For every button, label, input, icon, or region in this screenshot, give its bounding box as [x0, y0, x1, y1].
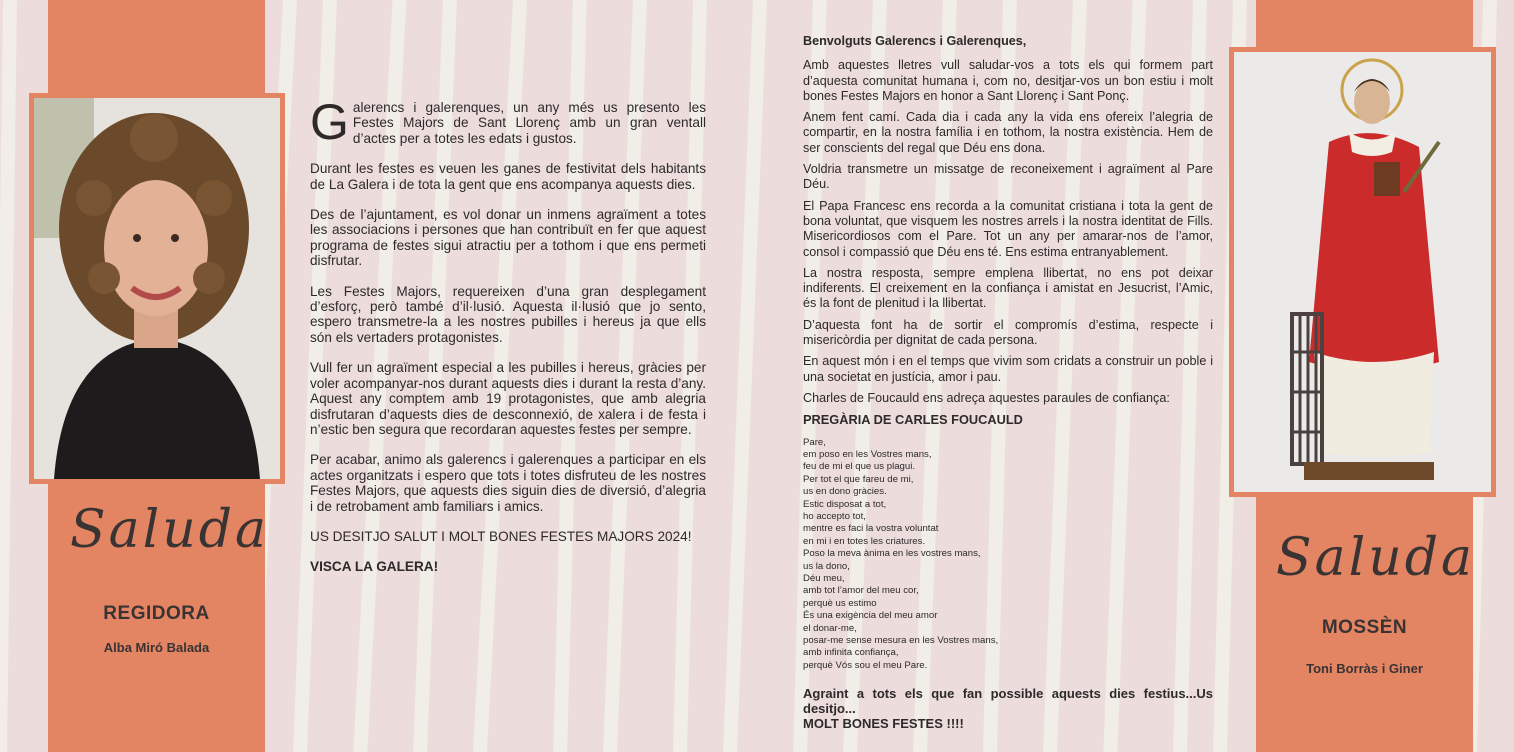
- role-title-left: REGIDORA: [103, 603, 210, 624]
- letter1-p8: VISCA LA GALERA!: [310, 559, 439, 575]
- letter2-closing1: Agraint a tots els que fan possible aquests dies festius...Us desitjo...: [803, 686, 1213, 717]
- letter2-p6: D’aquesta font ha de sortir el compromís d’estima, respecte i misericòrdia per dignitat de cada persona.: [803, 317, 1213, 348]
- prayer-line: en mi i en totes les criatures.: [803, 535, 926, 547]
- regidora-letter: [310, 94, 706, 590]
- saluda-script-title-right: Saluda: [1276, 528, 1476, 588]
- author-name-right: Toni Borràs i Giner: [1306, 661, 1423, 676]
- prayer-line: perquè Vós sou el meu Pare.: [803, 659, 928, 671]
- prayer-line: Poso la meva ànima en les vostres mans,: [803, 548, 981, 560]
- prayer-line: Per tot el que fareu de mi,: [803, 473, 914, 485]
- prayer-line: És una exigència del meu amor: [803, 610, 938, 622]
- prayer-line: posar-me sense mesura en les Vostres mans,: [803, 635, 999, 647]
- saluda-script-title-left: Saluda: [70, 500, 270, 560]
- prayer-line: Estic disposat a tot,: [803, 498, 887, 510]
- letter1-p6: Per acabar, animo als galerencs i galerenques a participar en els actes organitzats i espero que tots i totes disfruteu de les nostres Festes Majors, que aquests dies siguin dies de diversió, d’alegria i de retrobament amb familiars i amics.: [310, 452, 706, 514]
- prayer-line: em poso en les Vostres mans,: [803, 448, 932, 460]
- prayer-line: Déu meu,: [803, 573, 845, 584]
- role-title-right: MOSSÈN: [1321, 617, 1408, 638]
- letter1-paragraph: [310, 94, 706, 150]
- prayer-line: feu de mi el que us plagui.: [803, 461, 916, 473]
- letter1-p7: US DESITJO SALUT I MOLT BONES FESTES MAJORS 2024!: [310, 528, 692, 544]
- letter1-p4: Les Festes Majors, requereixen d’una gran desplegament d’esforç, però també d’il·lusió. Aquesta il·lusió que jo sento, espero transmetre-la a les nostres pubilles i hereus ja que ells són els vertaders protagonistes.: [310, 283, 706, 345]
- letter1-p1: alerencs i galerenques, un any més us presento les Festes Majors de Sant Llorenç amb un gran ventall d’actes per a totes les edats i gustos.: [352, 100, 706, 146]
- prayer-line: mentre es faci la vostra voluntat: [803, 523, 939, 535]
- letter1-p2: Durant les festes es veuen les ganes de festivitat dels habitants de La Galera i de tota la gent que ens acompanya aquests dies.: [310, 161, 706, 192]
- letter2-closing2: MOLT BONES FESTES !!!!: [803, 716, 964, 732]
- prayer-line: us la dono,: [803, 560, 850, 572]
- prayer-line: el donar-me,: [803, 622, 857, 634]
- letter2-p3: Voldria transmetre un missatge de reconeixement i agraïment al Pare Déu.: [803, 162, 1213, 192]
- prayer-line: amb infinita confiança,: [803, 647, 899, 659]
- prayer-text: [803, 437, 1213, 673]
- drop-cap: G: [310, 94, 349, 150]
- letter2-p4: El Papa Francesc ens recorda a la comunitat cristiana i tota la gent de bona voluntat, que visquem les nostres arrels i la nostra identitat de Fills. Misericordiosos com el Pare. Tot un any per amarar-nos de l’amor, consol i compassió que Déu ens té. Ens estima entranyablement.: [803, 198, 1213, 259]
- letter2-greeting: Benvolguts Galerencs i Galerenques,: [803, 34, 1027, 48]
- letter2-p5: La nostra resposta, sempre emplena llibertat, no ens pot deixar indiferents. El creixement en la confiança i amistat en Jesucrist, l’Amic, és la font de plenitud i la llibertat.: [803, 265, 1213, 311]
- letter1-p5: Vull fer un agraïment especial a les pubilles i hereus, gràcies per voler acompanyar-nos durant aquests dies i durant la resta d’any. Aquest any comptem amb 19 protagonistes, que amb alegria disfrutaran d’aquests dies de desconnexió, de xalera i de festa i n’estic ben segura que recordaran aquestes festes per sempre.: [310, 360, 706, 437]
- author-name-left: Alba Miró Balada: [103, 640, 210, 655]
- prayer-line: ho accepto tot,: [803, 510, 866, 522]
- saint-statue-photo: [1229, 47, 1496, 497]
- prayer-title: PREGÀRIA DE CARLES FOUCAULD: [803, 412, 1023, 428]
- letter1-p3: Des de l’ajuntament, es vol donar un inmens agraïment a totes les associacions i persones que han contribuït en fer que aquest programa de festes sigui atractiu per a tothom i que ens permeti disfrutar.: [310, 207, 706, 269]
- letter2-p7: En aquest món i en el temps que vivim som cridats a construir un poble i una societat en justícia, amor i pau.: [803, 354, 1213, 384]
- prayer-line: amb tot l’amor del meu cor,: [803, 585, 919, 597]
- letter2-p2: Anem fent camí. Cada dia i cada any la vida ens ofereix l’alegria de compartir, en la nostra família i en tothom, la nostra existència. Hem de ser conscients del regal que Déu ens dona.: [803, 110, 1213, 155]
- mossen-letter: [803, 34, 1213, 731]
- letter2-p1: Amb aquestes lletres vull saludar-vos a tots els qui formem part d’aquesta comunitat humana i, com no, desitjar-vos un bon estiu i molt bones Festes Majors en honor a Sant Llorenç i Sant Ponç.: [803, 58, 1213, 103]
- woman-portrait-photo: [29, 93, 285, 484]
- prayer-line: Pare,: [803, 436, 826, 448]
- prayer-line: perquè us estimo: [803, 597, 877, 609]
- prayer-line: us en dono gràcies.: [803, 486, 887, 498]
- letter2-p8: Charles de Foucauld ens adreça aquestes paraules de confiança:: [803, 390, 1170, 405]
